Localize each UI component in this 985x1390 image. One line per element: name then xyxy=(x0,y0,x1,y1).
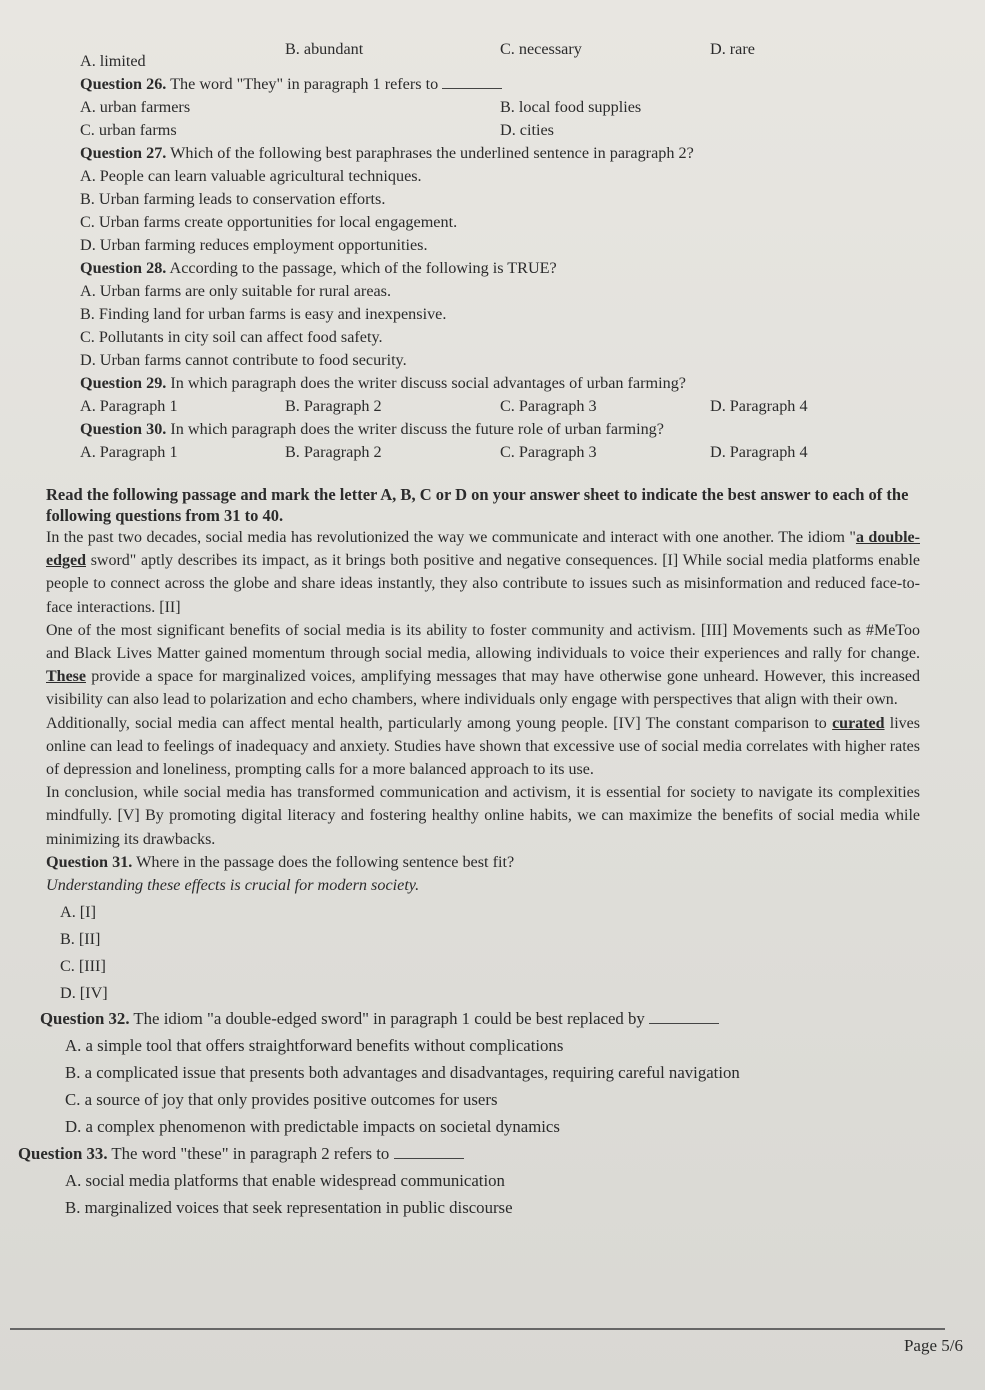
q25-options xyxy=(40,38,920,73)
q31-number: Question 31. xyxy=(46,852,133,871)
q26-option-a: A. urban farmers xyxy=(80,98,191,116)
q30-option-c: C. Paragraph 3 xyxy=(500,443,597,461)
q30-option-a: A. Paragraph 1 xyxy=(80,443,178,461)
q27-text: Which of the following best paraphrases the underlined sentence in paragraph 2? xyxy=(166,144,694,162)
q29-text: In which paragraph does the writer discuss social advantages of urban farming? xyxy=(166,374,686,392)
q27-question xyxy=(40,142,920,165)
q28-option-d: D. Urban farms cannot contribute to food security. xyxy=(80,351,407,369)
q28-option-c: C. Pollutants in city soil can affect food safety. xyxy=(80,328,383,346)
q26-question xyxy=(40,73,920,96)
p2-text-b: provide a space for marginalized voices, amplifying messages that may have otherwise gone unheard. However, this increased visibility can also lead to polarization and echo chambers, where individuals only engage with perspectives that align with their own. xyxy=(46,668,920,709)
q27-option-d: D. Urban farming reduces employment opportunities. xyxy=(80,236,428,254)
q25-option-d: D. rare xyxy=(710,40,755,58)
q29-option-c: C. Paragraph 3 xyxy=(500,397,597,415)
reading-passage xyxy=(40,526,920,851)
q29-option-a: A. Paragraph 1 xyxy=(80,397,178,415)
q32-block xyxy=(40,1005,920,1140)
q28-question xyxy=(40,257,920,280)
q30-text: In which paragraph does the writer discuss the future role of urban farming? xyxy=(166,420,664,438)
q30-number: Question 30. xyxy=(80,420,167,438)
q30-options xyxy=(40,441,920,464)
q27-option-a: A. People can learn valuable agricultural techniques. xyxy=(80,167,422,185)
q26-text: The word "They" in paragraph 1 refers to xyxy=(166,75,443,93)
p2-underlined: These xyxy=(46,668,86,686)
q25-option-c: C. necessary xyxy=(500,40,582,58)
q26-number: Question 26. xyxy=(80,75,167,93)
q32-number: Question 32. xyxy=(40,1008,130,1028)
q25-option-b: B. abundant xyxy=(285,40,364,58)
q33-blank xyxy=(394,1144,464,1159)
footer-divider xyxy=(10,1328,945,1330)
q31-option-b: B. [II] xyxy=(60,929,101,948)
q33-question xyxy=(18,1140,920,1167)
q30-option-d: D. Paragraph 4 xyxy=(710,443,808,461)
p1-underlined: a double-edged xyxy=(46,529,920,570)
q32-option-b: B. a complicated issue that presents both advantages and disadvantages, requiring careful navigation xyxy=(65,1062,740,1082)
q29-option-d: D. Paragraph 4 xyxy=(710,397,808,415)
passage-paragraph-3 xyxy=(46,712,920,782)
q32-blank xyxy=(649,1009,719,1024)
p3-underlined: curated xyxy=(832,714,885,732)
q26-option-c: C. urban farms xyxy=(80,121,177,139)
q29-number: Question 29. xyxy=(80,374,167,392)
q31-text: Where in the passage does the following sentence best fit? xyxy=(132,852,515,871)
q26-option-b: B. local food supplies xyxy=(500,98,642,116)
q27-number: Question 27. xyxy=(80,144,167,162)
q30-question xyxy=(40,418,920,441)
q28-number: Question 28. xyxy=(80,259,167,277)
page-content xyxy=(18,38,921,1221)
q33-option-b: B. marginalized voices that seek representation in public discourse xyxy=(65,1197,513,1217)
q29-options xyxy=(40,395,920,418)
passage-paragraph-2 xyxy=(46,619,920,712)
q28-text: According to the passage, which of the following is TRUE? xyxy=(166,259,557,277)
q33-block xyxy=(18,1140,920,1221)
q33-text: The word "these" in paragraph 2 refers to xyxy=(107,1143,394,1163)
q27-option-b: B. Urban farming leads to conservation efforts. xyxy=(80,190,386,208)
q25-option-a: A. limited xyxy=(80,52,146,70)
q32-option-a: A. a simple tool that offers straightforward benefits without complications xyxy=(65,1035,564,1055)
q33-option-a: A. social media platforms that enable widespread communication xyxy=(65,1170,505,1190)
q31-option-c: C. [III] xyxy=(60,956,106,975)
q29-option-b: B. Paragraph 2 xyxy=(285,397,382,415)
q26-blank xyxy=(442,74,502,89)
p2-text-a: One of the most significant benefits of social media is its ability to foster community and activism. [III] Movements such as #MeToo and Black Lives Matter gained momentum through social media, allowing individuals to voice their experiences and rally for change. xyxy=(46,621,920,663)
reading-instructions: Read the following passage and mark the letter A, B, C or D on your answer sheet to indicate the best answer to each of the following questions from 31 to 40. xyxy=(46,485,909,525)
q32-text: The idiom "a double-edged sword" in paragraph 1 could be best replaced by xyxy=(129,1008,649,1028)
q31-option-a: A. [I] xyxy=(60,902,96,921)
p3-text-a: Additionally, social media can affect mental health, particularly among young people. [IV] The constant comparison to xyxy=(46,714,833,732)
q32-option-d: D. a complex phenomenon with predictable impacts on societal dynamics xyxy=(65,1116,560,1136)
p3-text-b: lives online can lead to feelings of inadequacy and anxiety. Studies have shown that excessive use of social media correlates with higher rates of depression and loneliness, prompting calls for a more balanced approach to its use. xyxy=(46,714,921,779)
q32-option-c: C. a source of joy that only provides positive outcomes for users xyxy=(65,1089,498,1109)
q31-quote: Understanding these effects is crucial for modern society. xyxy=(46,875,420,894)
q31-question xyxy=(40,851,920,874)
q33-number: Question 33. xyxy=(18,1143,108,1163)
q26-options xyxy=(40,96,920,142)
q30-option-b: B. Paragraph 2 xyxy=(285,443,382,461)
p1-text-b: sword" aptly describes its impact, as it brings both positive and negative consequences. [I] While social media platforms enable people to connect across the globe and share ideas instantly, they also contribute to issues such as misinformation and reduced face-to-face interactions. [II] xyxy=(46,552,920,616)
q28-option-b: B. Finding land for urban farms is easy and inexpensive. xyxy=(80,305,447,323)
p1-text-a: In the past two decades, social media has revolutionized the way we communicate and interact with one another. The idiom " xyxy=(46,529,856,546)
page-number: Page 5/6 xyxy=(903,1336,963,1355)
q32-question xyxy=(40,1005,920,1032)
q29-question xyxy=(40,372,920,395)
q28-option-a: A. Urban farms are only suitable for rural areas. xyxy=(80,282,392,300)
q27-option-c: C. Urban farms create opportunities for local engagement. xyxy=(80,213,458,231)
q26-option-d: D. cities xyxy=(500,121,554,139)
passage-paragraph-1 xyxy=(46,526,920,619)
q31-option-d: D. [IV] xyxy=(60,983,108,1002)
passage-paragraph-4: In conclusion, while social media has transformed communication and activism, it is essential for society to navigate its complexities mindfully. [V] By promoting digital literacy and fostering healthy online habits, we can maximize the benefits of social media while minimizing its drawbacks. xyxy=(46,784,920,848)
